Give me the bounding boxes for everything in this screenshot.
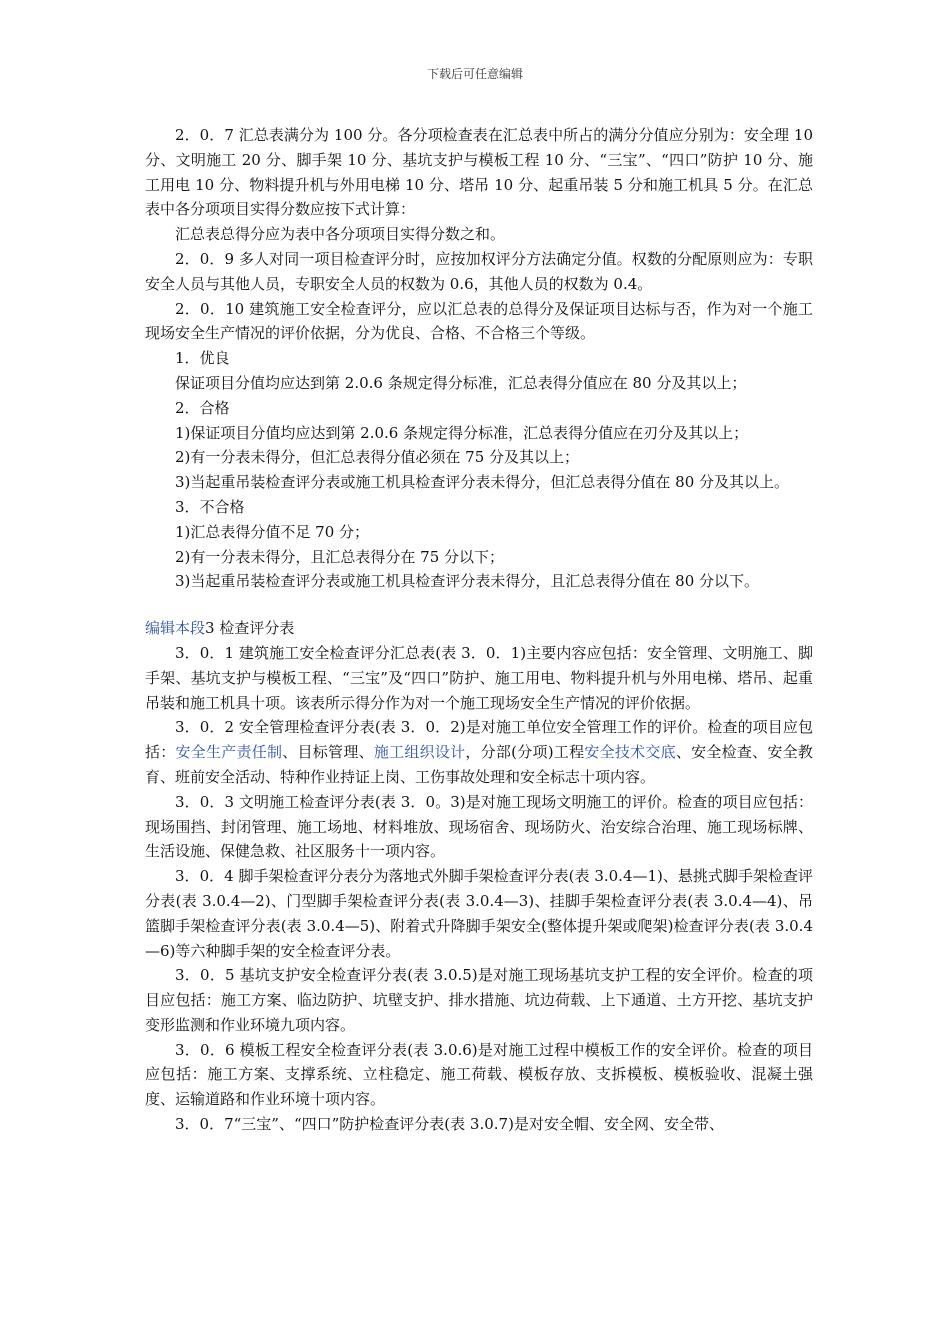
- paragraph-2-0-9: 2．0．9 多人对同一项目检查评分时，应按加权评分方法确定分值。权数的分配原则应为：专职安全人员与其他人员，专职安全人员的权数为 0.6，其他人员的权数为 0.4。: [145, 249, 813, 293]
- grade-pass-title: 2．合格: [175, 398, 230, 417]
- paragraph-2-0-7: 2．0．7 汇总表满分为 100 分。各分项检查表在汇总表中所占的满分分值应分别为：安全理 10 分、文明施工 20 分、脚手架 10 分、基坑支护与模板工程 10 分、“三宝”、“四口”防护 10 分、施工用电 10 分、物料提升机与外用电梯 10 分、塔吊 10 分、起重吊装 5 分和施工机具 5 分。在汇总表中各分项项目实得分数应按下式计算：: [145, 126, 813, 219]
- paragraph-total-score: 汇总表总得分应为表中各分项项目实得分数之和。: [175, 225, 506, 244]
- paragraph-3-0-3: 3．0．3 文明施工检查评分表(表 3．0。3)是对施工现场文明施工的评价。检查的项目应包括：现场围挡、封闭管理、施工场地、材料堆放、现场宿舍、现场防火、治安综合治理、施工现场标牌、生活设施、保健急救、社区服务十一项内容。: [145, 792, 813, 861]
- paragraph-2-0-10: 2．0．10 建筑施工安全检查评分，应以汇总表的总得分及保证项目达标与否，作为对一个施工现场安全生产情况的评价依据，分为优良、合格、不合格三个等级。: [145, 299, 813, 343]
- safety-responsibility-link[interactable]: 安全生产责任制: [175, 743, 283, 762]
- section-3-heading: [145, 616, 813, 641]
- section-gap: [145, 594, 813, 616]
- document-body: [145, 123, 813, 1137]
- paragraph-3-0-2-text-a: 3．0．2 安全管理检查评分表(表 3．0．2)是对施工单位安全管理工作的评价。检查的项目应包括：: [145, 718, 813, 762]
- paragraph-3-0-2-text-c: ，分部(分项)工程: [465, 743, 585, 762]
- paragraph-3-0-2-text-b: 、目标管理、: [282, 743, 374, 762]
- paragraph-3-0-4: 3．0．4 脚手架检查评分表分为落地式外脚手架检查评分表(表 3.0.4—1)、悬挑式脚手架检查评分表(表 3.0.4—2)、门型脚手架检查评分表(表 3.0.4—3)、挂脚手架检查评分表(表 3.0.4—4)、吊篮脚手架检查评分表(表 3.0.4—5)、附着式升降脚手架安全(整体提升架或爬架)检查评分表(表 3.0.4—6)等六种脚手架的安全检查评分表。: [145, 867, 813, 960]
- grade-pass-item-2: 2)有一分表未得分，但汇总表得分值必须在 75 分及其以上；: [175, 448, 580, 467]
- grade-fail-item-1: 1)汇总表得分值不足 70 分；: [175, 522, 370, 541]
- grade-fail-item-2: 2)有一分表未得分，且汇总表得分在 75 分以下；: [175, 547, 505, 566]
- paragraph-3-0-2: [145, 715, 813, 789]
- paragraph-3-0-6: 3．0．6 模板工程安全检查评分表(表 3.0.6)是对施工过程中模板工作的安全评价。检查的项目应包括：施工方案、支撑系统、立柱稳定、施工荷载、模板存放、支拆模板、模板验收、混凝土强度、运输道路和作业环境十项内容。: [145, 1040, 813, 1109]
- paragraph-3-0-1: 3．0．1 建筑施工安全检查评分汇总表(表 3．0．1)主要内容应包括：安全管理、文明施工、脚手架、基坑支护与模板工程、“三宝”及“四口”防护、施工用电、物料提升机与外用电梯、塔吊、起重吊装和施工机具十项。该表所示得分作为对一个施工现场安全生产情况的评价依据。: [145, 643, 813, 712]
- paragraph-3-0-2-text-d: 、安全检查、安全教育、班前安全活动、特种作业持证上岗、工伤事故处理和安全标志十项内容。: [145, 743, 813, 786]
- paragraph-3-0-7: 3．0．7“三宝”、“四口”防护检查评分表(表 3.0.7)是对安全帽、安全网、安全带、: [175, 1115, 724, 1134]
- paragraph-3-0-5: 3．0．5 基坑支护安全检查评分表(表 3.0.5)是对施工现场基坑支护工程的安全评价。检查的项目应包括：施工方案、临边防护、坑壁支护、排水措施、坑边荷载、上下通道、土方开挖、基坑支护变形监测和作业环境九项内容。: [145, 966, 813, 1034]
- grade-pass-item-1: 1)保证项目分值均应达到第 2.0.6 条规定得分标准，汇总表得分值应在刃分及其以上；: [175, 423, 749, 442]
- grade-fail-title: 3．不合格: [175, 497, 245, 516]
- safety-technical-disclosure-link[interactable]: 安全技术交底: [584, 743, 676, 762]
- grade-excellent-item: 保证项目分值均应达到第 2.0.6 条规定得分标准，汇总表得分值应在 80 分及其以上；: [175, 373, 747, 392]
- grade-excellent-title: 1．优良: [175, 349, 230, 368]
- construction-organization-design-link[interactable]: 施工组织设计: [373, 743, 466, 762]
- grade-pass-item-3: 3)当起重吊装检查评分表或施工机具检查评分表未得分，但汇总表得分值在 80 分及其以上。: [175, 473, 790, 492]
- section-3-title: 3 检查评分表: [205, 619, 295, 638]
- edit-section-link[interactable]: 编辑本段: [145, 619, 206, 638]
- page-header: 下载后可任意编辑: [426, 67, 523, 81]
- grade-fail-item-3: 3)当起重吊装检查评分表或施工机具检查评分表未得分，且汇总表得分值在 80 分以下。: [175, 572, 760, 591]
